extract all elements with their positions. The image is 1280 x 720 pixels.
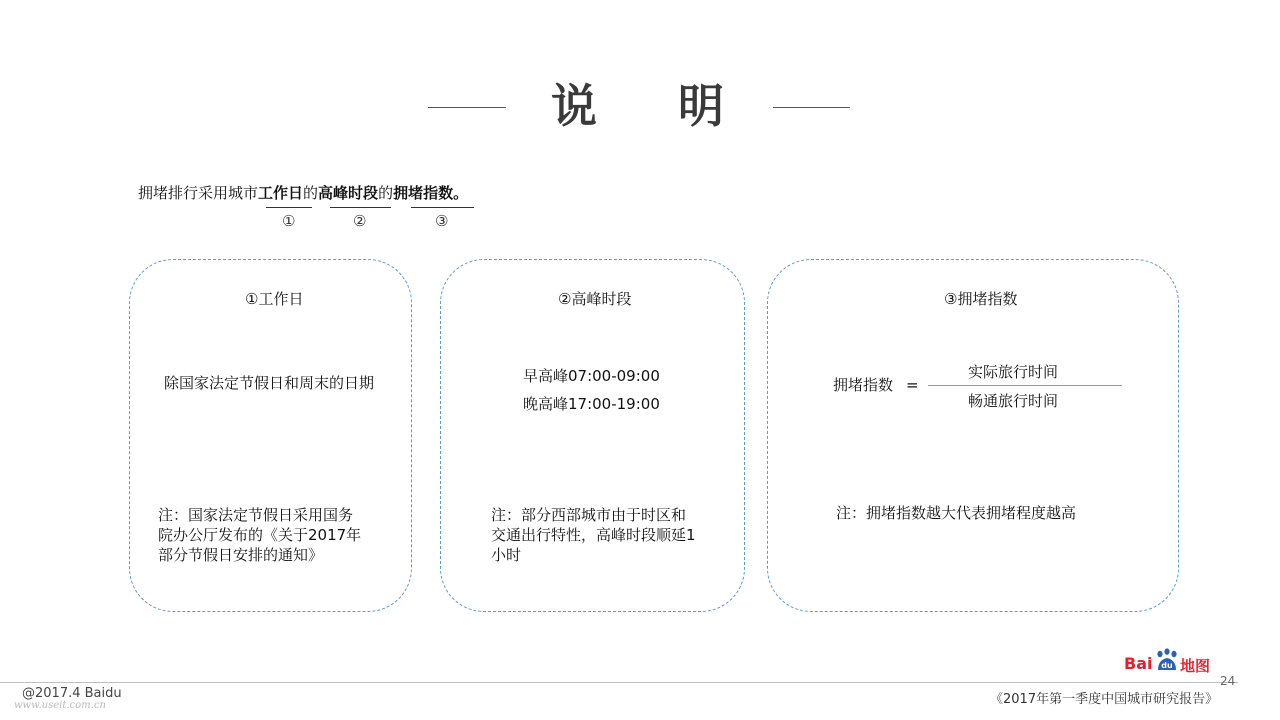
- baidu-paw-icon: [1154, 648, 1180, 672]
- card-peak-note: [491, 505, 696, 565]
- summary-text-3: 的: [378, 184, 394, 202]
- note-line: 小时: [491, 546, 522, 564]
- footer-divider: [0, 682, 1238, 683]
- title-rule-right: [773, 107, 850, 108]
- formula-lhs: 拥堵指数: [833, 376, 894, 394]
- copyright-text: @2017.4 Baidu: [22, 686, 122, 701]
- title-char-2: 明: [678, 79, 724, 133]
- summary-text-1: 拥堵排行采用城市: [138, 184, 259, 202]
- marker-1: ①: [282, 212, 296, 230]
- baidu-map-logo: [1124, 648, 1210, 676]
- underline-workday: [266, 207, 312, 208]
- note-line: 注：部分西部城市由于时区和: [491, 506, 687, 524]
- card-index-heading: ③拥堵指数: [944, 290, 1018, 308]
- logo-paw-text: du: [1161, 661, 1173, 670]
- formula-numerator: 实际旅行时间: [968, 363, 1059, 381]
- logo-bai-text: Bai: [1124, 654, 1153, 673]
- summary-peak: 高峰时段: [318, 184, 379, 202]
- summary-index: 拥堵指数: [393, 184, 454, 202]
- card-congestion-index: [767, 259, 1179, 612]
- marker-3: ③: [435, 212, 449, 230]
- formula-denominator: 畅通旅行时间: [968, 392, 1059, 410]
- logo-map-text: 地图: [1180, 657, 1211, 675]
- title-char-1: 说: [551, 79, 597, 133]
- summary-end: 。: [453, 184, 469, 202]
- card-workday-heading: ①工作日: [245, 290, 304, 308]
- watermark-text: www.useit.com.cn: [14, 700, 106, 711]
- note-line: 交通出行特性，高峰时段顺延1: [491, 526, 696, 544]
- underline-index: [411, 207, 474, 208]
- underline-peak: [330, 207, 391, 208]
- fraction-bar: [928, 385, 1122, 386]
- card-index-note: 注：拥堵指数越大代表拥堵程度越高: [836, 504, 1077, 522]
- summary-text-2: 的: [303, 184, 319, 202]
- formula-equals: =: [906, 376, 919, 394]
- note-line: 部分节假日安排的通知》: [158, 546, 324, 564]
- morning-peak: 早高峰07:00-09:00: [523, 367, 660, 385]
- page-title: [0, 78, 1280, 138]
- evening-peak: 晚高峰17:00-19:00: [523, 395, 660, 413]
- page-number: 24: [1220, 674, 1236, 688]
- report-title: 《2017年第一季度中国城市研究报告》: [990, 692, 1219, 707]
- marker-2: ②: [353, 212, 367, 230]
- card-workday-definition: 除国家法定节假日和周末的日期: [164, 374, 375, 392]
- title-rule-left: [428, 107, 506, 108]
- note-line: 注：国家法定节假日采用国务: [158, 506, 354, 524]
- summary-workday: 工作日: [258, 184, 304, 202]
- summary-sentence: [138, 182, 468, 204]
- note-line: 院办公厅发布的《关于2017年: [158, 526, 362, 544]
- card-peak-heading: ②高峰时段: [558, 290, 632, 308]
- card-workday-note: [158, 505, 361, 565]
